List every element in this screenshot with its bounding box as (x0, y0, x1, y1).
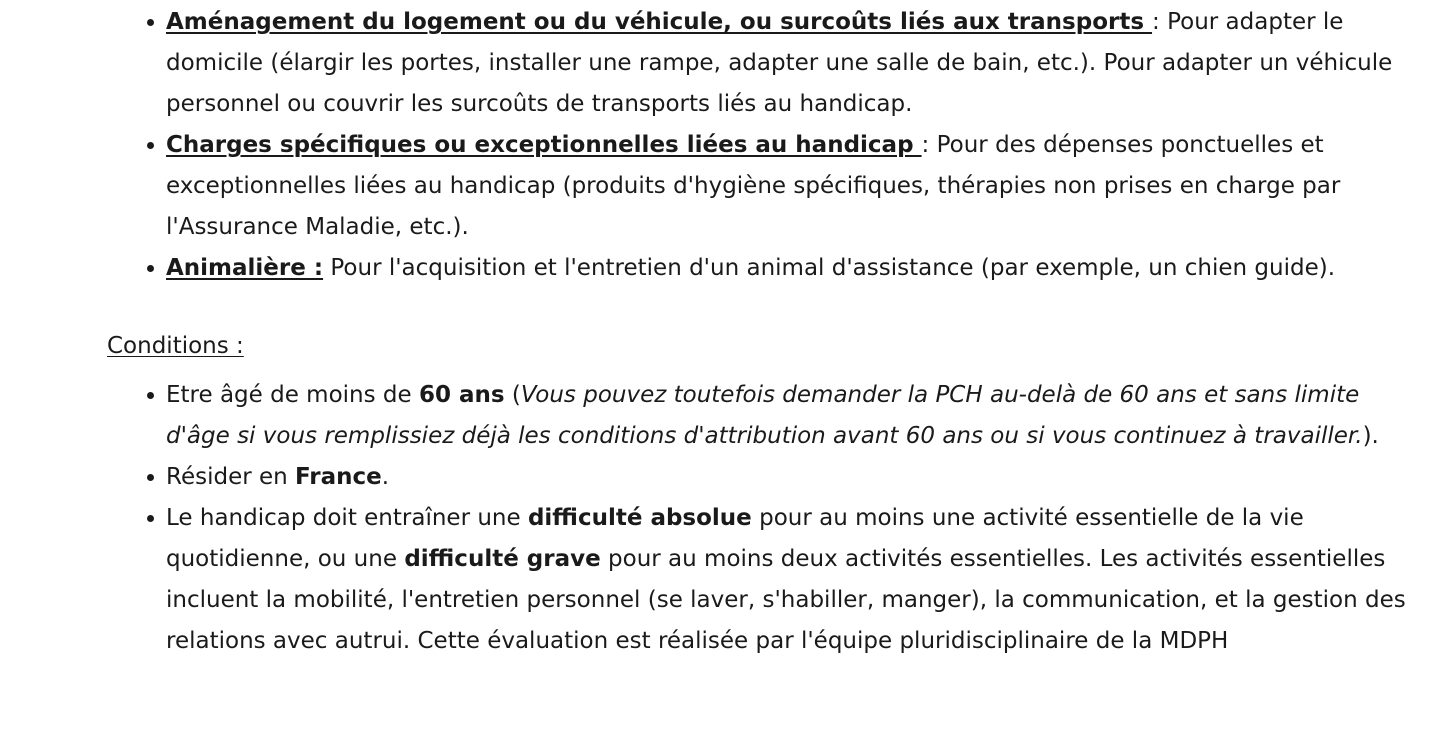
item-text: ). (1362, 423, 1379, 449)
item-bold: 60 ans (418, 382, 505, 408)
item-text: Pour l'acquisition et l'entretien d'un animal d'assistance (par exemple, un chien guide). (323, 255, 1336, 281)
conditions-heading: Conditions : (107, 333, 244, 359)
item-text: Etre âgé de moins de (166, 382, 419, 408)
list-item-residence (166, 457, 1406, 498)
conditions-list (166, 375, 1406, 662)
list-item-handicap (166, 498, 1406, 662)
item-bold: France (295, 464, 382, 490)
list-item-amenagement (166, 2, 1406, 125)
item-text: Le handicap doit entraîner une (166, 505, 528, 531)
item-text: ( (504, 382, 521, 408)
item-bold: difficulté absolue (527, 505, 752, 531)
item-text: pour au moins une activité essentielle de la vie quotidienne, ou une (166, 505, 1304, 572)
item-text: Résider en (166, 464, 296, 490)
item-text: : Pour des dépenses ponctuelles et exceptionnelles liées au handicap (produits d'hygiène spécifiques, thérapies non prises en charge par l'Assurance Maladie, etc.). (166, 132, 1341, 240)
item-text: . (381, 464, 390, 490)
list-item-age (166, 375, 1406, 457)
benefits-list (166, 2, 1406, 289)
item-title: Charges spécifiques ou exceptionnelles liées au handicap (166, 132, 922, 158)
item-bold: difficulté grave (404, 546, 601, 572)
item-italic: Vous pouvez toutefois demander la PCH au-delà de 60 ans et sans limite d'âge si vous remplissiez déjà les conditions d'attribution avant 60 ans ou si vous continuez à travailler. (166, 382, 1363, 449)
list-item-charges (166, 125, 1406, 248)
item-text: : Pour adapter le domicile (élargir les portes, installer une rampe, adapter une salle de bain, etc.). Pour adapter un véhicule personnel ou couvrir les surcoûts de transports liés au handicap. (166, 9, 1393, 117)
item-title: Animalière : (166, 255, 324, 281)
item-text: pour au moins deux activités essentielles. Les activités essentielles incluent la mobilité, l'entretien personnel (se laver, s'habiller, manger), la communication, et la gestion des relations avec autrui. Cette évaluation est réalisée par l'équipe pluridisciplinaire de la MDPH (166, 546, 1406, 654)
item-title: Aménagement du logement ou du véhicule, ou surcoûts liés aux transports (166, 9, 1153, 35)
list-item-animaliere (166, 248, 1406, 289)
